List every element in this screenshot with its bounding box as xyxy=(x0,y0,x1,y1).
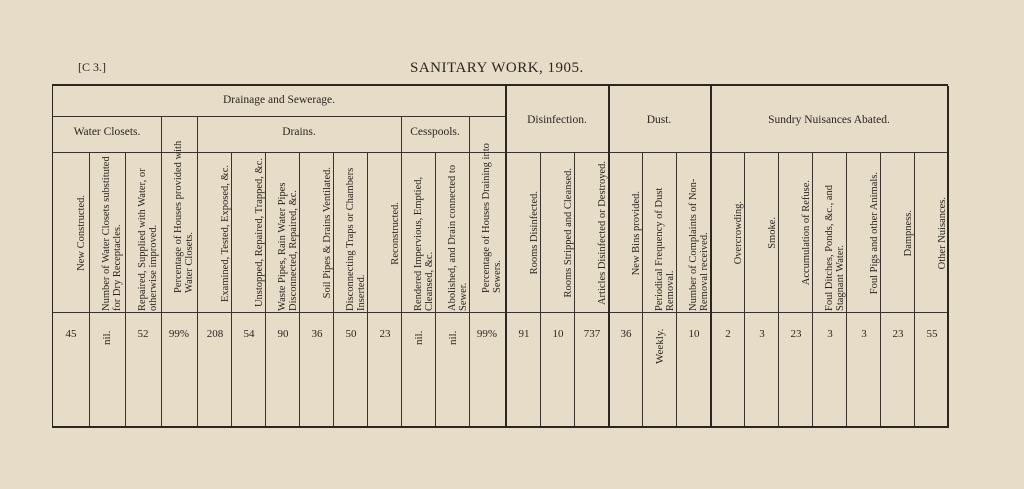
value-wc-percentage: 99% xyxy=(168,328,190,340)
col-header-wc-repaired: Repaired, Supplied with Water, or otherwise improved. xyxy=(137,168,159,311)
col-header-wc-substituted: Number of Water Closets substituted for Dry Receptacles. xyxy=(101,156,123,311)
value-new-bins: 36 xyxy=(620,328,632,340)
group-cesspools-heading: Cesspools. xyxy=(410,126,460,138)
value-rooms-disinfected: 91 xyxy=(518,328,530,340)
column-rule xyxy=(333,152,334,426)
col-header-dust-complaints: Number of Complaints of Non-Removal received. xyxy=(688,178,710,311)
col-header-dampness: Dampness. xyxy=(903,209,914,257)
value-smoke: 3 xyxy=(759,328,765,340)
column-rule xyxy=(161,116,162,426)
column-rule xyxy=(812,152,813,426)
column-rule xyxy=(367,152,368,426)
group-dust-heading: Dust. xyxy=(646,114,672,126)
column-rule xyxy=(469,116,470,426)
value-overcrowding: 2 xyxy=(725,328,731,340)
drainage-underline xyxy=(53,116,505,117)
sanitary-table xyxy=(52,86,949,428)
column-rule xyxy=(914,152,915,426)
col-header-other-nuisances: Other Nuisances. xyxy=(937,196,948,270)
group-sundry-heading: Sundry Nuisances Abated. xyxy=(768,114,890,126)
value-articles-disinfected: 737 xyxy=(583,328,601,340)
column-rule xyxy=(89,152,90,426)
value-cesspool-rendered: nil. xyxy=(413,330,425,346)
col-header-new-bins: New Bins provided. xyxy=(631,190,642,276)
group-drainage-heading: Drainage and Sewerage. xyxy=(222,94,336,106)
col-header-drains-unstopped: Unstopped, Repaired, Trapped, &c. xyxy=(254,158,265,308)
column-rule xyxy=(574,152,575,426)
column-rule xyxy=(435,152,436,426)
value-dust-complaints: 10 xyxy=(688,328,700,340)
column-rule xyxy=(401,116,402,426)
value-wc-repaired: 52 xyxy=(137,328,149,340)
col-header-refuse: Accumulation of Refuse. xyxy=(801,180,812,286)
col-header-wc-percentage: Percentage of Houses provided with Water Closets. xyxy=(173,140,195,293)
col-header-sewer-percentage: Percentage of Houses Draining into Sewers. xyxy=(481,143,503,293)
column-rule xyxy=(125,152,126,426)
column-rule xyxy=(231,152,232,426)
column-rule xyxy=(744,152,745,426)
column-rule xyxy=(299,152,300,426)
group-disinfection-heading: Disinfection. xyxy=(527,114,587,126)
col-header-new-constructed: New Constructed. xyxy=(76,195,87,271)
value-waste-pipes: 90 xyxy=(277,328,289,340)
group-drains-heading: Drains. xyxy=(282,126,316,138)
value-refuse: 23 xyxy=(790,328,802,340)
column-rule xyxy=(540,152,541,426)
value-wc-substituted: nil. xyxy=(101,330,113,346)
value-reconstructed: 23 xyxy=(379,328,391,340)
value-rooms-stripped: 10 xyxy=(552,328,564,340)
col-header-overcrowding: Overcrowding. xyxy=(733,201,744,265)
value-new-constructed: 45 xyxy=(65,328,77,340)
col-header-cesspool-rendered: Rendered Impervious, Emptied, Cleansed, &c. xyxy=(413,176,435,311)
section-rule xyxy=(505,86,507,426)
value-drains-unstopped: 54 xyxy=(243,328,255,340)
page-title: SANITARY WORK, 1905. xyxy=(410,60,584,76)
value-dust-frequency: Weekly. xyxy=(654,328,666,364)
col-header-foul-ditches: Foul Ditches, Ponds, &c., and Stagnant Water. xyxy=(824,185,846,311)
column-rule xyxy=(846,152,847,426)
col-header-soil-pipes: Soil Pipes & Drains Ventilated. xyxy=(322,167,333,299)
value-dampness: 23 xyxy=(892,328,904,340)
col-header-dust-frequency: Periodical Frequency of Dust Removal. xyxy=(654,187,676,311)
col-header-foul-pigs: Foul Pigs and other Animals. xyxy=(869,171,880,295)
col-header-cesspool-abolished: Abolished, and Drain connected to Sewer. xyxy=(447,164,469,311)
col-header-rooms-stripped: Rooms Stripped and Cleansed. xyxy=(563,168,574,298)
column-rule xyxy=(778,152,779,426)
col-header-smoke: Smoke. xyxy=(767,217,778,249)
col-header-rooms-disinfected: Rooms Disinfected. xyxy=(529,191,540,275)
col-header-waste-pipes: Waste Pipes, Rain Water Pipes Disconnected, Repaired, &c. xyxy=(277,182,299,311)
group-water-closets-heading: Water Closets. xyxy=(73,126,141,138)
value-soil-pipes: 36 xyxy=(311,328,323,340)
column-rule xyxy=(197,116,198,426)
value-other-nuisances: 55 xyxy=(926,328,938,340)
column-rule xyxy=(265,152,266,426)
value-sewer-percentage: 99% xyxy=(476,328,498,340)
column-rule xyxy=(880,152,881,426)
value-foul-pigs: 3 xyxy=(861,328,867,340)
value-disconnecting-traps: 50 xyxy=(345,328,357,340)
value-drains-examined: 208 xyxy=(206,328,224,340)
column-rule xyxy=(642,152,643,426)
col-header-reconstructed: Reconstructed. xyxy=(390,201,401,265)
page-reference: [C 3.] xyxy=(78,60,106,74)
col-header-disconnecting-traps: Disconnecting Traps or Chambers Inserted. xyxy=(345,167,367,311)
column-rule xyxy=(676,152,677,426)
col-header-articles-disinfected: Articles Disinfected or Destroyed. xyxy=(597,160,608,306)
col-header-drains-examined: Examined, Tested, Exposed, &c. xyxy=(220,164,231,302)
value-foul-ditches: 3 xyxy=(827,328,833,340)
value-cesspool-abolished: nil. xyxy=(447,330,459,346)
